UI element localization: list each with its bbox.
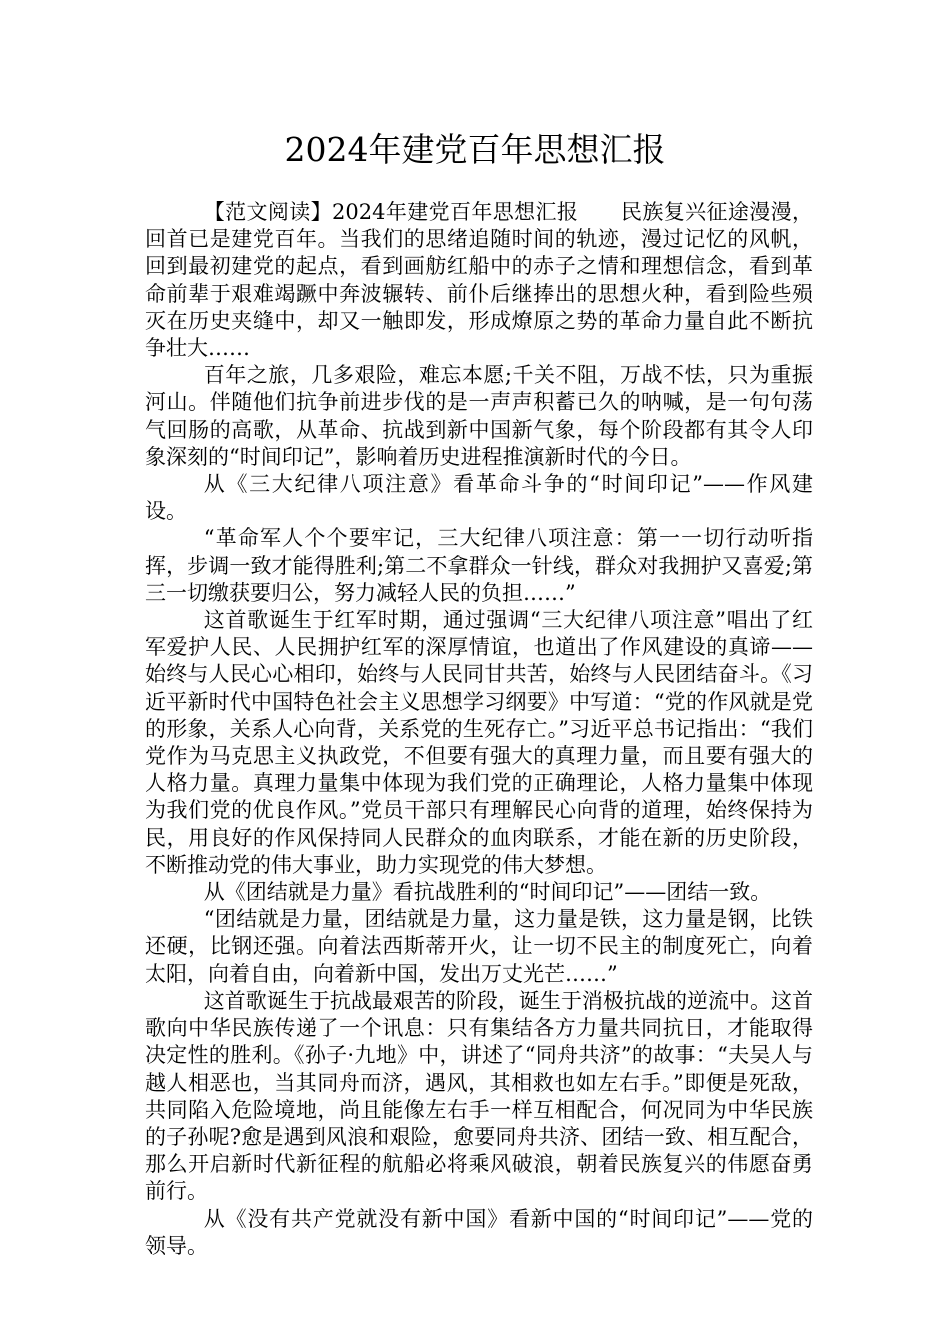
paragraph-heading-unity: 从《团结就是力量》看抗战胜利的“时间印记”——团结一致。 bbox=[203, 880, 772, 905]
document-body bbox=[145, 199, 813, 1260]
document-title: 2024年建党百年思想汇报 bbox=[284, 130, 666, 169]
paragraph-unity: 这首歌诞生于抗战最艰苦的阶段，诞生于消极抗战的逆流中。这首歌向中华民族传递了一个讯息：只有集结各方力量共同抗日，才能取得决定性的胜利。《孙子·九地》中，讲述了“同舟共济”的故事：“夫吴人与越人相恶也，当其同舟而济，遇风，其相救也如左右手。”即便是死敌，共同陷入危险境地，尚且能像左右手一样互相配合，何况同为中华民族的子孙呢?愈是遇到风浪和艰险，愈要同舟共济、团结一致、相互配合，那么开启新时代新征程的航船必将乘风破浪，朝着民族复兴的伟愿奋勇前行。 bbox=[145, 988, 813, 1204]
paragraph-century-journey: 百年之旅，几多艰险，难忘本愿;千关不阻，万战不怯，只为重振河山。伴随他们抗争前进步伐的是一声声积蓄已久的呐喊，是一句句荡气回肠的高歌，从革命、抗战到新中国新气象，每个阶段都有其令人印象深刻的“时间印记”，影响着历史进程推演新时代的今日。 bbox=[145, 363, 813, 469]
paragraph-song-lyrics-discipline: “革命军人个个要牢记，三大纪律八项注意：第一一切行动听指挥，步调一致才能得胜利;第二不拿群众一针线，群众对我拥护又喜爱;第三一切缴获要归公，努力减轻人民的负担……” bbox=[145, 526, 813, 605]
paragraph-heading-leadership: 从《没有共产党就没有新中国》看新中国的“时间印记”——党的领导。 bbox=[145, 1206, 813, 1258]
paragraph-work-style: 这首歌诞生于红军时期，通过强调“三大纪律八项注意”唱出了红军爱护人民、人民拥护红军的深厚情谊，也道出了作风建设的真谛——始终与人民心心相印，始终与人民同甘共苦，始终与人民团结奋斗。《习近平新时代中国特色社会主义思想学习纲要》中写道：“党的作风就是党的形象，关系人心向背，关系党的生死存亡。”习近平总书记指出：“我们党作为马克思主义执政党，不但要有强大的真理力量，而且要有强大的人格力量。真理力量集中体现为我们党的正确理论，人格力量集中体现为我们党的优良作风。”党员干部只有理解民心向背的道理，始终保持为民，用良好的作风保持同人民群众的血肉联系，才能在新的历史阶段，不断推动党的伟大事业，助力实现党的伟大梦想。 bbox=[145, 608, 813, 877]
paragraph-heading-discipline: 从《三大纪律八项注意》看革命斗争的“时间印记”——作风建设。 bbox=[145, 472, 813, 524]
paragraph-intro: 【范文阅读】2024年建党百年思想汇报 民族复兴征途漫漫，回首已是建党百年。当我们的思绪追随时间的轨迹，漫过记忆的风帆，回到最初建党的起点，看到画舫红船中的赤子之情和理想信念，看到革命前辈于艰难竭蹶中奔波辗转、前仆后继捧出的思想火种，看到险些殒灭在历史夹缝中，却又一触即发，形成燎原之势的革命力量自此不断抗争壮大…… bbox=[145, 200, 813, 361]
paragraph-song-lyrics-unity: “团结就是力量，团结就是力量，这力量是铁，这力量是钢，比铁还硬，比钢还强。向着法西斯蒂开火，让一切不民主的制度死亡，向着太阳，向着自由，向着新中国，发出万丈光芒……” bbox=[145, 907, 813, 986]
